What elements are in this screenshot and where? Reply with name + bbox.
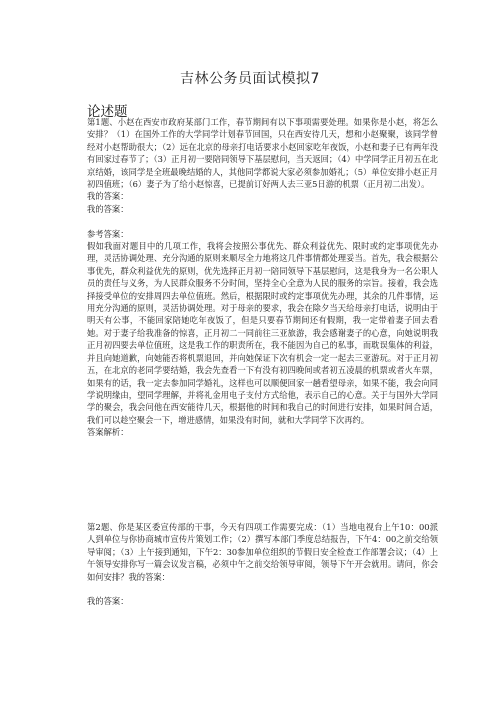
question-1-my-answer-repeat: 我的答案： bbox=[87, 203, 129, 214]
question-1-my-answer: 我的答案： bbox=[87, 191, 129, 202]
question-1-block bbox=[87, 116, 438, 439]
question-2-my-answer: 我的答案： bbox=[87, 596, 129, 607]
reference-answer-label: 参考答案： bbox=[87, 228, 129, 239]
spacer bbox=[87, 583, 438, 595]
question-2-block bbox=[87, 521, 438, 608]
spacer bbox=[87, 215, 438, 227]
reference-answer-text: 假如我面对题目中的几项工作，我将会按照公事优先、群众利益优先、限时或约定事项优先办理，灵活协调处理、充分沟通的原则来顺尽全力地将这几件事情都处理妥当。首先，我会根据公事优先，群众利益优先的原则，优先选择正月初一陪同领导下基层慰问，这是我身为一名公职人员的责任与义务，为人民群众服务不分时间，坚持全心全意为人民的服务的宗旨。接着，我会选择接受单位的安排周四去单位值班。然后，根据限时或约定事项优先办理，其余的几件事情，运用充分沟通的原则，灵活协调处理。对于母亲的要求，我会在除夕当天给母亲打电话，说明由于明天有公事，不能回家陪她吃年夜饭了，但是只要春节期间还有假期，我一定带着妻子回去看她。对于妻子给我准备的惊喜，正月初二一同前往三亚旅游，我会感谢妻子的心意，向她说明我正月初四要去单位值班，这是我工作的职责所在，我不能因为自己的私事，而耽误集体的利益，并且向她道歉，向她能否将机票退回，并向她保证下次有机会一定一起去三亚游玩。对于正月初五，在北京的老同学要结婚，我会先查看一下有没有初四晚间或者初五凌晨的机票或者火车票，如果有的话，我一定去参加同学婚礼，这样也可以顺便回家一趟看望母亲，如果不能，我会向同学说明缘由，望同学理解，并将礼金用电子支付方式给他，表示自己的心意。关于与国外大学同学的聚会，我会问他在西安能待几天，根据他的时间和我自己的时间进行安排，如果时间合适，我们可以趁空聚会一下，增进感情，如果没有时间，就和大学同学下次再约。 bbox=[87, 241, 438, 425]
question-1-prompt: 第1题、小赵在西安市政府某部门工作，春节期间有以下事项需要处理。如果你是小赵，将怎么安排？（1）在国外工作的大学同学计划春节回国，只在西安待几天，想和小赵聚聚，该同学曾经对小赵帮助很大；（2）远在北京的母亲打电话要求小赵回家吃年夜饭，小赵和妻子已有两年没有回家过春节了；（3）正月初一要陪同领导下基层慰问，当天返回；（4）中学同学正月初五在北京结婚，该同学是全班最晚结婚的人，其他同学都说大家必须参加婚礼；（5）单位安排小赵正月初四值班；（6）妻子为了给小赵惊喜，已提前订好两人去三亚5日游的机票（正月初二出发）。 bbox=[87, 117, 438, 190]
answer-analysis-label: 答案解析： bbox=[87, 427, 129, 438]
document-title: 吉林公务员面试模拟7 bbox=[180, 71, 320, 87]
section-heading: 论述题 bbox=[87, 104, 128, 120]
question-2-prompt: 第2题、你是某区委宣传部的干事，今天有四项工作需要完成：（1）当地电视台上午10：00派人到单位与你协商城市宣传片策划工作；（2）撰写本部门季度总结报告，下午4：00之前交给领导审阅；（3）上午接到通知，下午2：30参加单位组织的节假日安全检查工作部署会议；（4）上午领导安排你写一篇会议发言稿，必须中午之前交给领导审阅，领导下午开会就用。请问，你会如何安排？我的答案： bbox=[87, 522, 438, 582]
